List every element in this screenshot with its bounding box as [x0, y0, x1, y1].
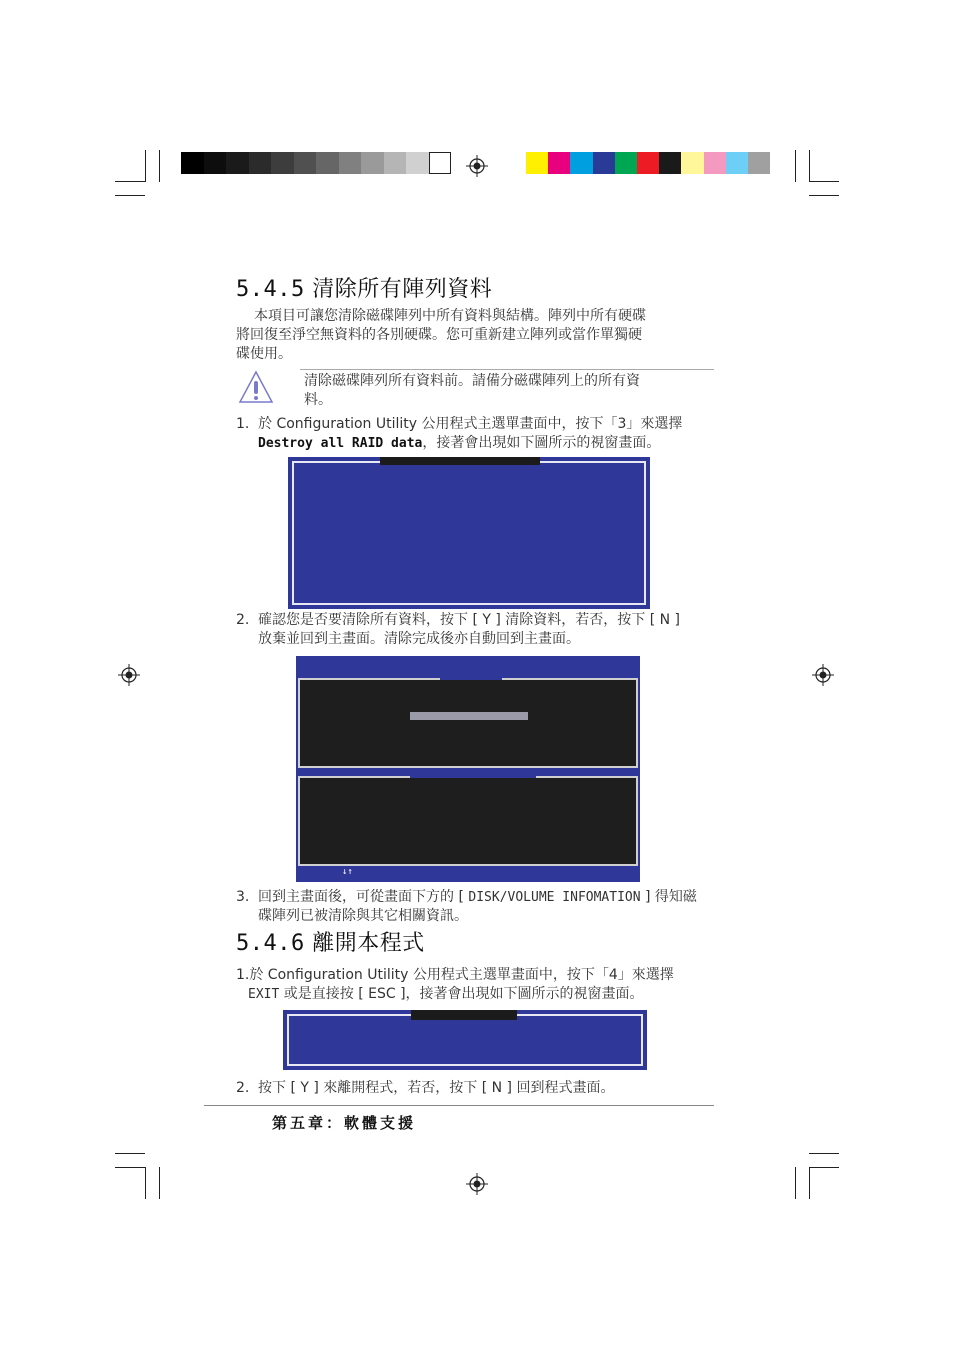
color-swatch [226, 152, 249, 174]
main-menu-panel [298, 678, 638, 768]
window-frame [292, 461, 646, 605]
section-546-heading [236, 926, 425, 957]
exit-step-2 [236, 1079, 716, 1098]
color-swatch [429, 152, 452, 174]
section-title: 清除所有陣列資料 [312, 277, 493, 302]
step-text: 1.於 Configuration Utility 公用程式主選單畫面中，按下「4」來選擇 [236, 967, 674, 983]
intro-line: 碟使用。 [236, 346, 292, 362]
registration-mark-icon [466, 155, 488, 177]
step-keyword: DISK/VOLUME INFOMATION [468, 890, 641, 905]
color-swatch [384, 152, 407, 174]
warning-line: 料。 [304, 392, 332, 408]
warning-note [304, 372, 716, 410]
color-swatch [748, 152, 770, 174]
step-number: 3. [236, 889, 250, 905]
color-swatch [526, 152, 548, 174]
intro-line: 將回復至淨空無資料的各別硬碟。您可重新建立陣列或當作單獨硬 [236, 327, 642, 343]
color-swatch [204, 152, 227, 174]
section-title: 離開本程式 [312, 931, 425, 956]
step-text: ，接著會出現如下圖所示的視窗畫面。 [422, 435, 661, 451]
main-menu-title [440, 676, 502, 680]
color-swatch [726, 152, 748, 174]
registration-mark-icon [466, 1173, 488, 1195]
section-545-heading [236, 272, 492, 303]
color-swatch [593, 152, 615, 174]
step-1 [236, 415, 716, 453]
window-frame [287, 1014, 643, 1066]
step-keyword: EXIT [248, 987, 280, 1002]
step-text: ] 得知磁 [645, 889, 697, 905]
step-text: 於 Configuration Utility 公用程式主選單畫面中，按下「3」來選擇 [258, 416, 683, 432]
color-swatch [181, 152, 204, 174]
color-swatch [271, 152, 294, 174]
exit-step-1 [236, 966, 716, 1004]
color-swatch [339, 152, 362, 174]
step-3 [236, 888, 716, 926]
section-number: 5.4.6 [236, 931, 305, 956]
color-swatch [548, 152, 570, 174]
navigation-hint: ↓↑ [342, 867, 353, 877]
warning-rule [300, 369, 714, 370]
color-swatch [659, 152, 681, 174]
color-swatch [637, 152, 659, 174]
step-keyword: Destroy all RAID data [258, 436, 423, 451]
step-text: 或是直接按 [ ESC ]，接著會出現如下圖所示的視窗畫面。 [283, 986, 644, 1002]
step-number: 2. [236, 1080, 250, 1096]
warning-icon [238, 370, 274, 404]
step-2 [236, 611, 716, 649]
destroy-raid-screenshot [288, 457, 650, 609]
step-text: 放棄並回到主畫面。清除完成後亦自動回到主畫面。 [258, 631, 580, 647]
color-swatch [681, 152, 703, 174]
step-number: 1. [236, 416, 250, 432]
window-title-bar [380, 457, 540, 465]
window-title-bar [411, 1010, 517, 1020]
color-swatch [249, 152, 272, 174]
color-swatch [570, 152, 592, 174]
disk-info-title [410, 774, 536, 778]
footer-rule [204, 1105, 714, 1106]
chapter-footer: 第五章：軟體支援 [272, 1114, 417, 1132]
color-swatch [294, 152, 317, 174]
registration-mark-icon [812, 664, 834, 686]
color-swatch [316, 152, 339, 174]
disk-info-panel [298, 776, 638, 866]
exit-screenshot [283, 1010, 647, 1070]
color-swatch [361, 152, 384, 174]
step-text: 按下 [ Y ] 來離開程式，若否，按下 [ N ] 回到程式畫面。 [258, 1080, 615, 1096]
registration-mark-icon [118, 664, 140, 686]
step-text: 碟陣列已被清除與其它相關資訊。 [258, 908, 468, 924]
selected-menu-item [410, 712, 528, 720]
main-menu-screenshot [296, 656, 640, 882]
color-swatch [704, 152, 726, 174]
warning-line: 清除磁碟陣列所有資料前。請備分磁碟陣列上的所有資 [304, 373, 640, 389]
section-number: 5.4.5 [236, 277, 305, 302]
color-swatch [406, 152, 429, 174]
intro-line: 本項目可讓您清除磁碟陣列中所有資料與結構。陣列中所有硬碟 [254, 308, 646, 324]
step-text: 回到主畫面後，可從畫面下方的 [ [258, 889, 464, 905]
step-text: 確認您是否要清除所有資料，按下 [ Y ] 清除資料，若否，按下 [ N ] [258, 612, 681, 628]
color-swatch [615, 152, 637, 174]
intro-paragraph [236, 307, 716, 364]
step-number: 2. [236, 612, 250, 628]
